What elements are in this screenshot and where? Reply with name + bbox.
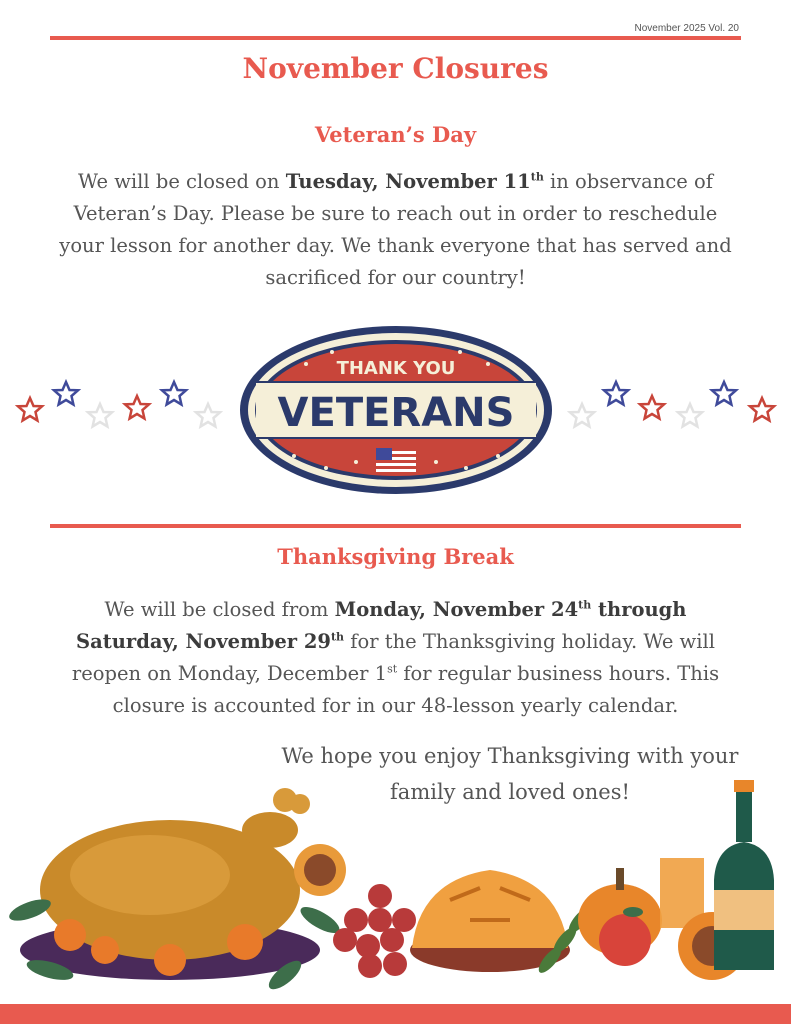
veterans-heading: Veteran’s Day [314,122,477,147]
thanksgiving-text-2: for the Thanksgiving holiday. We will reopen on Monday, December 1 [71,630,715,685]
closing-message: We hope you enjoy Thanksgiving with your family and loved ones! [281,744,739,804]
thanksgiving-paragraph [55,594,736,722]
badge-top-text: THANK YOU [336,358,456,379]
thanksgiving-start-sup: th [578,598,592,612]
thanksgiving-feast-illustration [0,770,791,1004]
veterans-paragraph [55,166,736,294]
thanksgiving-text-1: We will be closed from [104,598,335,621]
page-title: November Closures [242,52,549,85]
grapes-icon [333,884,416,978]
star-icon [678,404,702,427]
thanksgiving-end-date: through Saturday, November 29 [76,598,687,653]
badge-main-text: VETERANS [277,390,515,436]
star-icon [570,404,594,427]
star-icon [712,382,736,405]
star-icon [88,404,112,427]
star-icon [162,382,186,405]
thank-you-veterans-badge [236,322,556,498]
flag-icon [376,448,416,472]
thanksgiving-end-sup: th [330,630,345,644]
stars-decoration-left [0,374,230,434]
star-icon [604,382,628,405]
star-icon [196,404,220,427]
star-icon [125,396,149,419]
top-divider [50,36,741,40]
section-divider [50,524,741,528]
star-icon [54,382,78,405]
veterans-text-2: in observance of Veteran’s Day. Please be sure to reach out in order to reschedule your lesson for another day. We thank everyone that has served and sacrificed for our country! [59,170,732,289]
star-icon [640,396,664,419]
wine-bottle-icon [714,780,774,970]
veterans-date-sup: th [530,170,544,184]
thanksgiving-text-3: for regular business hours. This closure is accounted for in our 48-lesson yearly calendar. [112,662,720,717]
star-icon [18,398,42,421]
stars-decoration-right [562,374,791,434]
sunflower-icon [294,844,346,896]
thanksgiving-reopen-sup: st [387,662,398,676]
star-icon [750,398,774,421]
veterans-text-1: We will be closed on [78,170,286,193]
thanksgiving-start-date: Monday, November 24 [334,598,579,621]
veterans-date: Tuesday, November 11 [285,170,531,193]
bottom-bar [0,1004,791,1024]
thanksgiving-heading: Thanksgiving Break [277,544,514,569]
issue-volume: November 2025 Vol. 20 [634,23,739,34]
